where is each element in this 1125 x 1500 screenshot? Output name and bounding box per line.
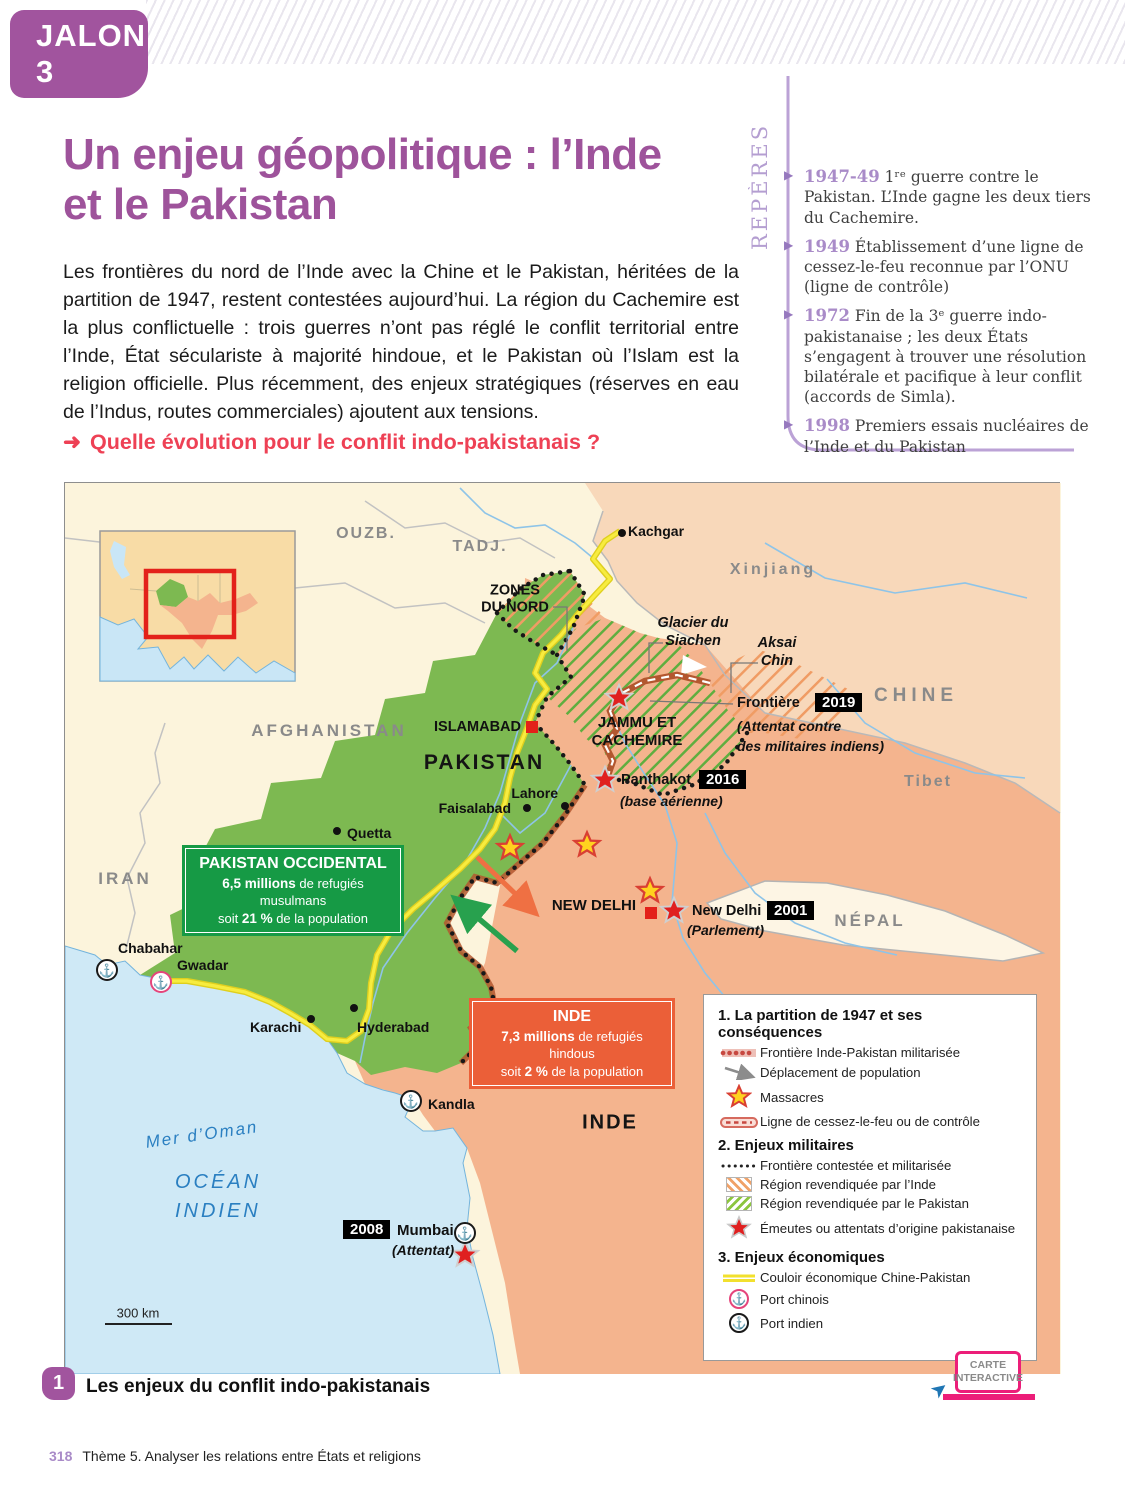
label-mer-oman: Mer d’Oman <box>144 1117 260 1152</box>
triangle-bullet-icon: ▶ <box>784 168 794 182</box>
islamabad-capital-marker <box>526 721 538 733</box>
page-footer <box>49 1448 421 1464</box>
indian-port-icon-kandla: ⚓ <box>400 1090 422 1112</box>
event-frontiere-sub1: (Attentat contre <box>737 718 842 734</box>
legend-row: Déplacement de population <box>718 1064 1022 1080</box>
ceasefire-line-icon <box>718 1115 760 1129</box>
claimed-by-india-icon <box>718 1177 760 1192</box>
title-line1: Un enjeu géopolitique : l’Inde <box>63 130 662 179</box>
arrow-icon: ➜ <box>63 430 82 454</box>
legend-row: Ligne de cessez-le-feu ou de contrôle <box>718 1114 1022 1129</box>
label-inde: INDE <box>582 1111 638 1134</box>
page-number: 318 <box>49 1448 73 1464</box>
label-glacier-siachen: Glacier du Siachen <box>657 614 729 649</box>
militarized-border-icon <box>718 1048 760 1058</box>
legend-section2-title: 2. Enjeux militaires <box>718 1137 854 1154</box>
indian-port-icon-chabahar: ⚓ <box>96 959 118 981</box>
label-pakistan: PAKISTAN <box>423 751 545 774</box>
event-mumbai-sub: (Attentat) <box>392 1242 455 1258</box>
timeline-date: 1998 <box>804 416 850 436</box>
timeline-text: Établissement d’une ligne de cessez-le-feu reconnue par l’ONU (ligne de contrôle) <box>804 237 1084 297</box>
page-title <box>63 130 763 230</box>
triangle-bullet-icon: ▶ <box>784 237 794 252</box>
chinese-port-icon-gwadar: ⚓ <box>150 971 172 993</box>
legend-row: Frontière contestée et militarisée <box>718 1158 1022 1173</box>
event-panthakot-label: Panthakot <box>621 772 692 788</box>
inde-info-box: INDE 7,3 millions de refugiés hindous soit 2 % de la population <box>472 1001 672 1086</box>
event-new-delhi-year-badge: 2001 <box>767 901 814 920</box>
label-aksai-chin: Aksai Chin <box>757 634 797 669</box>
reperes-timeline <box>784 166 1104 465</box>
event-new-delhi-sub: (Parlement) <box>687 922 765 938</box>
legend-row: Émeutes ou attentats d’origine pakistanaise <box>718 1215 1022 1241</box>
legend-row: Couloir économique Chine-Pakistan <box>718 1270 1022 1285</box>
key-question-text: Quelle évolution pour le conflit indo-pakistanais ? <box>90 430 601 454</box>
map-legend <box>703 994 1037 1361</box>
event-mumbai-year-badge: 2008 <box>343 1220 390 1239</box>
legend-row: Région revendiquée par le Pakistan <box>718 1196 1022 1211</box>
key-question <box>63 430 600 455</box>
decorative-stripes <box>146 0 1125 64</box>
label-islamabad: ISLAMABAD <box>434 719 521 735</box>
timeline-text: Premiers essais nucléaires de l’Inde et du Pakistan <box>804 417 1089 456</box>
contested-border-icon <box>718 1162 760 1170</box>
legend-row: ⚓ Port chinois <box>718 1289 1022 1309</box>
event-frontiere-year-badge: 2019 <box>815 693 862 712</box>
event-frontiere-label: Frontière <box>737 695 800 711</box>
label-jammu-cachemire: JAMMU ET CACHEMIRE <box>591 714 683 749</box>
jalon-badge-label: JALON 3 <box>36 18 147 89</box>
label-tibet: Tibet <box>904 773 952 790</box>
label-iran: IRAN <box>98 869 152 888</box>
indian-port-icon: ⚓ <box>718 1313 760 1333</box>
legend-row: Massacres <box>718 1084 1022 1110</box>
label-xinjiang: Xinjiang <box>729 561 817 578</box>
label-new-delhi-caps: NEW DELHI <box>551 897 636 914</box>
timeline-date: 1972 <box>804 306 850 326</box>
label-mumbai: Mumbai <box>397 1222 454 1239</box>
legend-section3-title: 3. Enjeux économiques <box>718 1249 885 1266</box>
jalon-badge <box>10 10 148 98</box>
scale-label: 300 km <box>116 1305 160 1321</box>
timeline-item <box>784 415 1104 457</box>
label-karachi: Karachi <box>250 1019 302 1035</box>
event-panthakot-year-badge: 2016 <box>699 770 746 789</box>
footer-text: Thème 5. Analyser les relations entre États et religions <box>82 1448 421 1464</box>
event-new-delhi-label: New Delhi <box>692 903 762 919</box>
legend-row: Région revendiquée par l’Inde <box>718 1177 1022 1192</box>
timeline-date: 1947-49 <box>804 167 880 186</box>
label-ouzbekistan: OUZB. <box>336 525 396 542</box>
figure-number-badge: 1 <box>42 1367 75 1400</box>
displacement-arrow-icon <box>718 1064 760 1080</box>
label-tadjikistan: TADJ. <box>452 538 508 555</box>
label-afghanistan: AFGHANISTAN <box>251 721 407 740</box>
carte-interactive-underline <box>943 1394 1035 1400</box>
massacre-star-icon <box>718 1084 760 1110</box>
figure-caption: Les enjeux du conflit indo-pakistanais <box>86 1376 431 1397</box>
label-chine: CHINE <box>873 685 959 706</box>
timeline-item <box>784 305 1104 407</box>
reperes-sidebar <box>742 66 1125 476</box>
label-lahore: Lahore <box>511 785 558 801</box>
new-delhi-capital-marker <box>645 907 657 919</box>
triangle-bullet-icon: ▶ <box>784 307 794 322</box>
timeline-text: Fin de la 3ᵉ guerre indo-pakistanaise ; les deux États s’engagent à trouver une résolution bilatérale et pacifique à leur conflit (accords de Simla). <box>804 307 1087 407</box>
label-nepal: NÉPAL <box>834 911 906 930</box>
cursor-arrow-icon: ➤ <box>926 1376 954 1404</box>
legend-row: ⚓ Port indien <box>718 1313 1022 1333</box>
inset-locator-map <box>100 531 295 681</box>
timeline-text: 1ʳᵉ guerre contre le Pakistan. L’Inde gagne les deux tiers du Cachemire. <box>804 168 1091 227</box>
event-frontiere-sub2: des militaires indiens) <box>737 738 885 754</box>
intro-paragraph: Les frontières du nord de l’Inde avec la Chine et le Pakistan, héritées de la partition de 1947, restent contestées aujourd’hui. La région du Cachemire est la plus conflictuelle : trois guerres n’ont pas réglé le conflit territorial entre l’Inde, État séculariste à majorité hindoue, et le Pakistan où l’Islam est la religion officielle. Plus récemment, des enjeux stratégiques (réserves en eau de l’Indus, routes commerciales) ajoutent aux tensions. <box>63 261 739 424</box>
timeline-date: 1949 <box>804 236 850 256</box>
label-gwadar: Gwadar <box>177 957 229 973</box>
economic-corridor-icon <box>718 1273 760 1283</box>
label-quetta: Quetta <box>347 825 392 841</box>
label-chabahar: Chabahar <box>118 940 183 956</box>
legend-section1-title: 1. La partition de 1947 et ses conséquences <box>718 1007 923 1041</box>
label-kachgar: Kachgar <box>628 523 685 539</box>
title-line2: et le Pakistan <box>63 180 338 230</box>
triangle-bullet-icon: ▶ <box>784 417 794 432</box>
claimed-by-pakistan-icon <box>718 1196 760 1211</box>
reperes-label: REPÈRES <box>748 122 772 250</box>
event-panthakot-sub: (base aérienne) <box>620 793 723 809</box>
timeline-item <box>784 166 1104 228</box>
label-faisalabad: Faisalabad <box>438 800 511 816</box>
chinese-port-icon: ⚓ <box>718 1289 760 1309</box>
label-ocean-indien: OCÉAN INDIEN <box>174 1171 262 1222</box>
carte-interactive-button[interactable]: CARTE INTERACTIVE <box>955 1351 1021 1393</box>
pakistan-occidental-info-box: PAKISTAN OCCIDENTAL 6,5 millions de refugiés musulmans soit 21 % de la population <box>185 848 401 933</box>
label-zones-du-nord: ZONES DU NORD <box>481 582 549 616</box>
attack-star-icon <box>718 1215 760 1241</box>
legend-row: Frontière Inde-Pakistan militarisée <box>718 1045 1022 1060</box>
indian-port-icon-mumbai: ⚓ <box>454 1222 476 1244</box>
timeline-item <box>784 236 1104 298</box>
label-kandla: Kandla <box>428 1096 475 1112</box>
label-hyderabad: Hyderabad <box>357 1019 430 1035</box>
